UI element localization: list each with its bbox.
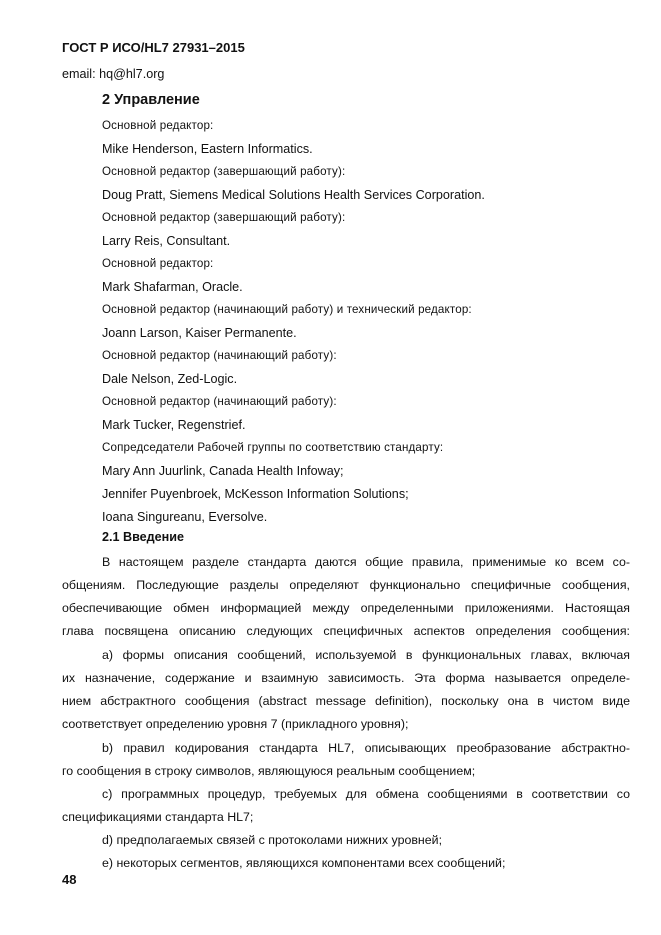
paragraph-line: общениям. Последующие разделы определяют функционально специфичные сообщения, xyxy=(62,578,630,592)
editor-name: Joann Larson, Kaiser Permanente. xyxy=(102,326,297,340)
paragraph-line: глава посвящена описанию следующих специфичных аспектов определения сообщения: xyxy=(62,624,630,638)
page-number: 48 xyxy=(62,872,77,887)
cochair-name: Mary Ann Juurlink, Canada Health Infoway; xyxy=(102,464,344,478)
list-item-line: соответствует определению уровня 7 (прикладного уровня); xyxy=(62,717,409,731)
editor-name: Mark Tucker, Regenstrief. xyxy=(102,418,246,432)
editor-name: Doug Pratt, Siemens Medical Solutions Health Services Corporation. xyxy=(102,188,485,202)
list-item-line: d) предполагаемых связей с протоколами нижних уровней; xyxy=(102,833,443,847)
editor-role: Основной редактор (начинающий работу): xyxy=(102,395,337,408)
section-2-heading: 2 Управление xyxy=(102,92,200,108)
cochair-name: Ioana Singureanu, Eversolve. xyxy=(102,510,268,524)
editor-role: Основной редактор (начинающий работу): xyxy=(102,349,337,362)
editor-role: Основной редактор (завершающий работу): xyxy=(102,211,346,224)
list-item-line: нием абстрактного сообщения (abstract message definition), поскольку она в чистом виде xyxy=(62,694,630,708)
editor-role: Основной редактор: xyxy=(102,119,214,132)
list-item-line: спецификациями стандарта HL7; xyxy=(62,810,254,824)
editor-role: Основной редактор (начинающий работу) и технический редактор: xyxy=(102,303,472,316)
list-item-line: е) некоторых сегментов, являющихся компонентами всех сообщений; xyxy=(102,856,506,870)
list-item-line: а) формы описания сообщений, используемой в функциональных главах, включая xyxy=(102,648,630,662)
editor-name: Dale Nelson, Zed-Logic. xyxy=(102,372,238,386)
list-item-line: их назначение, содержание и взаимную зависимость. Эта форма называется определе- xyxy=(62,671,630,685)
editor-name: Larry Reis, Consultant. xyxy=(102,234,231,248)
paragraph-line: В настоящем разделе стандарта даются общие правила, применимые ко всем со- xyxy=(102,555,630,569)
standard-designation: ГОСТ Р ИСО/HL7 27931–2015 xyxy=(62,40,245,55)
cochair-name: Jennifer Puyenbroek, McKesson Information Solutions; xyxy=(102,487,409,501)
list-item-line: b) правил кодирования стандарта HL7, описывающих преобразование абстрактно- xyxy=(102,741,630,755)
email-line: email: hq@hl7.org xyxy=(62,67,165,81)
editor-role: Основной редактор (завершающий работу): xyxy=(102,165,346,178)
editor-name: Mike Henderson, Eastern Informatics. xyxy=(102,142,313,156)
cochairs-role: Сопредседатели Рабочей группы по соответствию стандарту: xyxy=(102,441,444,454)
editor-name: Mark Shafarman, Oracle. xyxy=(102,280,243,294)
editor-role: Основной редактор: xyxy=(102,257,214,270)
list-item-line: го сообщения в строку символов, являющуюся реальным сообщением; xyxy=(62,764,476,778)
section-2-1-heading: 2.1 Введение xyxy=(102,530,185,544)
paragraph-line: обеспечивающие обмен информацией между определенными приложениями. Настоящая xyxy=(62,601,630,615)
list-item-line: с) программных процедур, требуемых для обмена сообщениями в соответствии со xyxy=(102,787,630,801)
